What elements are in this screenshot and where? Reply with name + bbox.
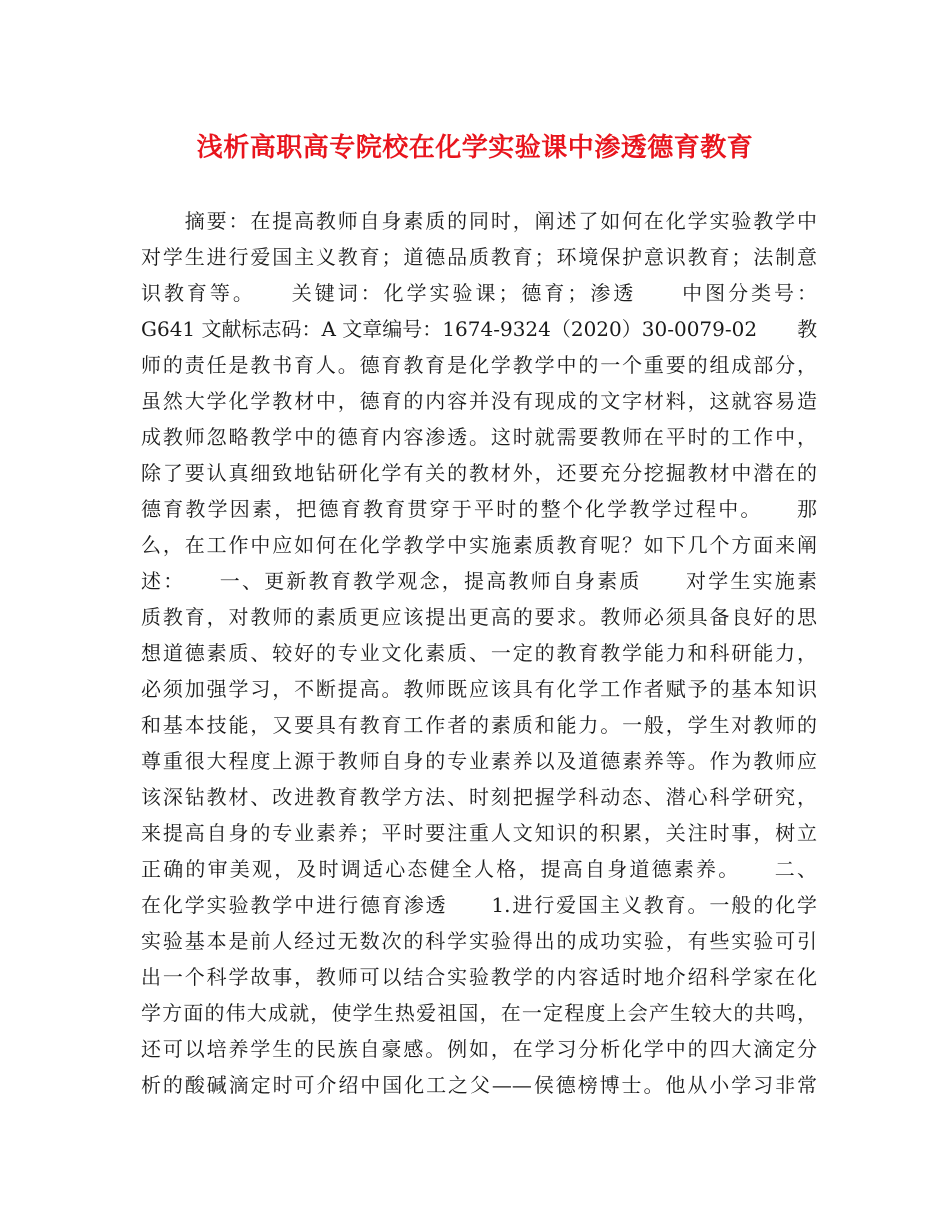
article-body	[141, 203, 817, 1103]
body-line-2: 对学生进行爱国主义教育；道德品质教育；环境保护意识教育；法制意	[141, 245, 817, 269]
body-line-8: 除了要认真细致地钻研化学有关的教材外，还要充分挖掘教材中潜在的	[141, 461, 817, 485]
body-line-18: 来提高自身的专业素养；平时要注重人文知识的积累，关注时事，树立	[141, 821, 817, 845]
body-line-12: 质教育，对教师的素质更应该提出更高的要求。教师必须具备良好的思	[141, 605, 817, 629]
body-line-11: 述： 一、更新教育教学观念，提高教师自身素质 对学生实施素	[141, 569, 817, 593]
body-line-4: G641 文献标志码：A 文章编号：1674-9324（2020）30-0079-02 教	[141, 317, 818, 341]
body-line-10: 么，在工作中应如何在化学教学中实施素质教育呢？如下几个方面来阐	[141, 533, 817, 557]
body-line-6: 虽然大学化学教材中，德育的内容并没有现成的文字材料，这就容易造	[141, 389, 817, 413]
body-line-5: 师的责任是教书育人。德育教育是化学教学中的一个重要的组成部分，	[141, 353, 817, 377]
body-line-22: 出一个科学故事，教师可以结合实验教学的内容适时地介绍科学家在化	[141, 965, 817, 989]
body-line-14: 必须加强学习，不断提高。教师既应该具有化学工作者赋予的基本知识	[141, 677, 817, 701]
body-line-25: 析的酸碱滴定时可介绍中国化工之父——侯德榜博士。他从小学习非常	[141, 1073, 817, 1097]
body-line-13: 想道德素质、较好的专业文化素质、一定的教育教学能力和科研能力，	[141, 641, 817, 665]
body-line-7: 成教师忽略教学中的德育内容渗透。这时就需要教师在平时的工作中，	[141, 425, 817, 449]
body-line-24: 还可以培养学生的民族自豪感。例如，在学习分析化学中的四大滴定分	[141, 1037, 817, 1061]
body-line-3: 识教育等。 关键词：化学实验课；德育；渗透 中图分类号：	[141, 281, 817, 305]
body-line-17: 该深钻教材、改进教育教学方法、时刻把握学科动态、潜心科学研究，	[141, 785, 817, 809]
body-line-19: 正确的审美观，及时调适心态健全人格，提高自身道德素养。 二、	[141, 857, 817, 881]
article-title: 浅析高职高专院校在化学实验课中渗透德育教育	[196, 133, 754, 163]
body-line-16: 尊重很大程度上源于教师自身的专业素养以及道德素养等。作为教师应	[141, 749, 817, 773]
body-line-21: 实验基本是前人经过无数次的科学实验得出的成功实验，有些实验可引	[141, 929, 817, 953]
body-line-9: 德育教学因素，把德育教育贯穿于平时的整个化学教学过程中。 那	[141, 497, 817, 521]
body-line-1: 摘要：在提高教师自身素质的同时，阐述了如何在化学实验教学中	[141, 209, 817, 233]
body-line-20: 在化学实验教学中进行德育渗透 1.进行爱国主义教育。一般的化学	[141, 893, 817, 917]
body-line-23: 学方面的伟大成就，使学生热爱祖国，在一定程度上会产生较大的共鸣，	[141, 1001, 817, 1025]
body-line-15: 和基本技能，又要具有教育工作者的素质和能力。一般，学生对教师的	[141, 713, 817, 737]
